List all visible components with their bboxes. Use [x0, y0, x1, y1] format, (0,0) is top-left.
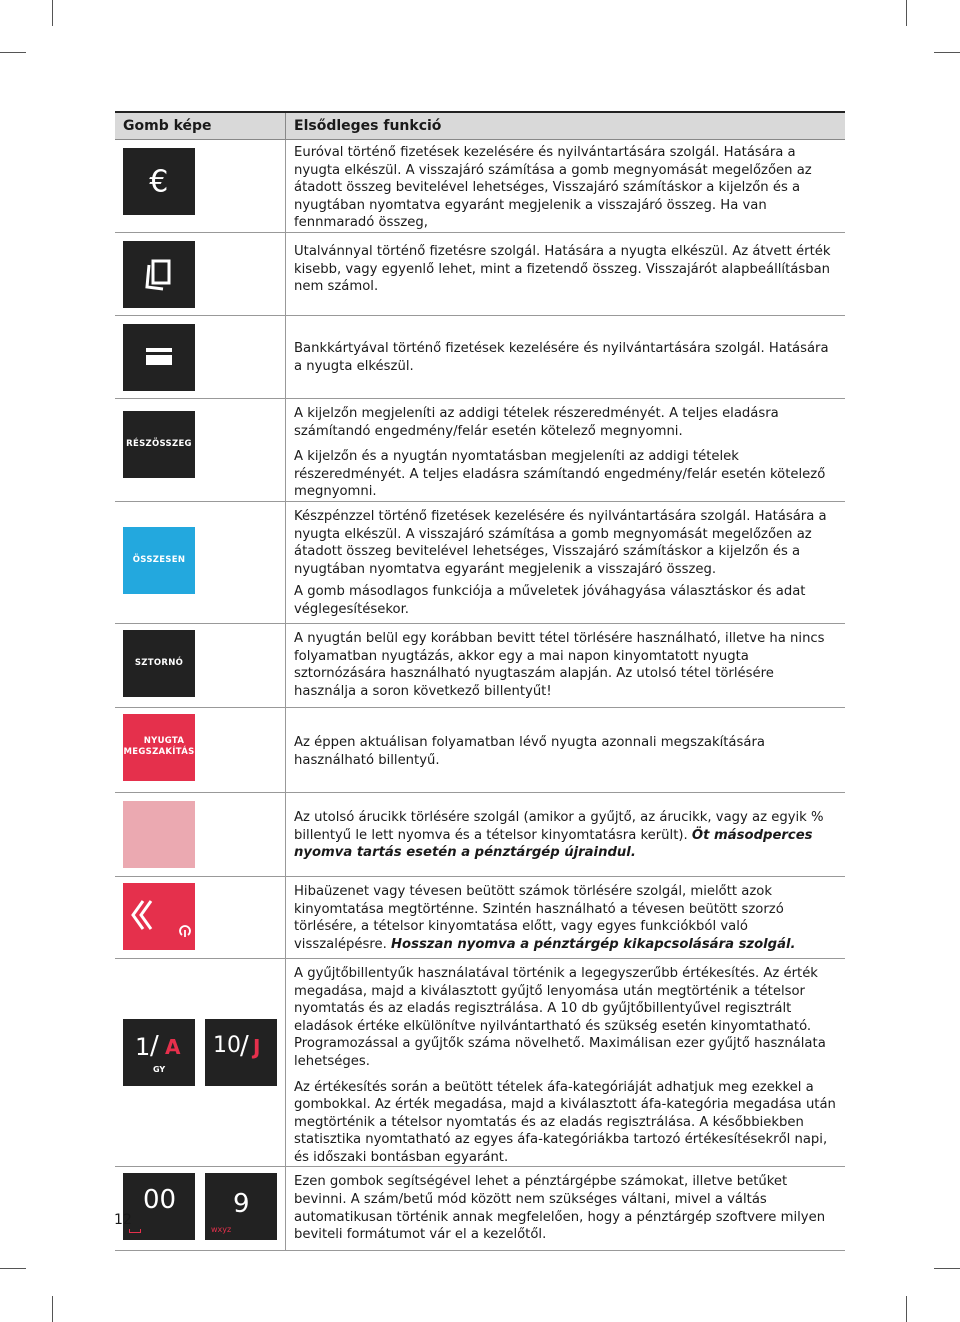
key-slash-glyph: / — [240, 1030, 249, 1061]
key-9-label: 9 — [233, 1189, 250, 1220]
function-description: Az értékesítés során a beütött tételek áfa-kategóriáját adhatjuk meg ezekkel a gombokkal. Az érték megadása, majd a kiválasztott áfa-kategória megadása után megtörténik a tételsor nyomtatás és az eladás regisztrálása. A későbbiekben statisztika nyomtatható az egyes áfa-kategóriákba tartozó értékesítésekről napi, és időszaki bontásban egyaránt. — [294, 1079, 836, 1165]
function-description — [294, 809, 839, 862]
bank-card-button-image — [123, 324, 195, 391]
storno-button-label: SZTORNÓ — [134, 658, 184, 669]
table-row — [115, 707, 845, 792]
function-text-cell — [286, 623, 846, 707]
table-row — [115, 792, 845, 876]
key-00-label: 00 — [143, 1185, 177, 1216]
function-description — [294, 883, 839, 953]
function-text-cell — [286, 792, 846, 876]
function-text-cell — [286, 140, 846, 233]
function-text-cell — [286, 232, 846, 315]
key-1-alt-label: A — [165, 1034, 181, 1059]
function-description: A kijelzőn és a nyugtán nyomtatásban megjeleníti az addigi tételek részeredményét. A teljes eladásra számítandó engedmény/felár esetén kötelező megnyomni. — [294, 449, 826, 500]
function-text-cell — [286, 398, 846, 501]
crop-mark — [0, 52, 26, 53]
table-row — [115, 1167, 845, 1251]
table-row — [115, 876, 845, 958]
table-header-row — [115, 112, 845, 140]
voucher-button-image — [123, 241, 195, 308]
key-slash-glyph: / — [150, 1030, 159, 1061]
key-10-alt-label: J — [253, 1034, 261, 1059]
table-row — [115, 398, 845, 501]
function-description: A gomb másodlagos funkciója a műveletek jóváhagyása választáskor és adat véglegesítésekor. — [294, 584, 806, 617]
department-key-1-image — [123, 1019, 195, 1086]
storno-button-image — [123, 630, 195, 697]
table-row — [115, 623, 845, 707]
function-description: Bankkártyával történő fizetések kezelésére és nyilvántartására szolgál. Hatására a nyugta elkészül. — [294, 340, 829, 374]
card-icon — [123, 324, 195, 391]
numeric-key-9-image — [205, 1173, 277, 1240]
button-image-cell — [115, 876, 286, 958]
crop-mark — [906, 1296, 907, 1322]
button-image-cell — [115, 1167, 286, 1251]
function-text-cell — [286, 1167, 846, 1251]
button-image-cell — [115, 958, 286, 1167]
total-button-image — [123, 527, 195, 594]
button-image-cell — [115, 140, 286, 233]
function-text-cell — [286, 315, 846, 398]
table-row — [115, 315, 845, 398]
power-icon — [123, 883, 195, 950]
department-key-10-image — [205, 1019, 277, 1086]
space-icon — [129, 1229, 141, 1233]
button-image-cell — [115, 707, 286, 792]
crop-mark — [934, 1268, 960, 1269]
crop-mark — [906, 0, 907, 26]
button-image-cell — [115, 501, 286, 623]
button-image-cell — [115, 315, 286, 398]
button-image-cell — [115, 232, 286, 315]
cancel-receipt-label-line1: NYUGTA — [143, 736, 185, 747]
key-1-label: 1 — [135, 1032, 151, 1061]
key-1-sub-label: GY — [153, 1064, 166, 1074]
total-button-label: ÖSSZESEN — [132, 555, 186, 566]
void-last-item-button-image — [123, 801, 195, 868]
function-description: A gyűjtőbillentyűk használatával történik a legegyszerűbb értékesítés. Az érték megadása, majd a kiválasztott gyűjtő lenyomása után megtörténik a tételsor nyomtatás és az eladás regisztrálása. A 10 db gyűjtőbillentyűvel regisztrált eladások értéke elkülönítve nyilvántartható és szükség esetén kinyomtatható. Programozással a gyűjtők száma növelhető. Maximálisan ezer gyűjtő használata lehetséges. — [294, 965, 826, 1069]
function-description: Készpénzzel történő fizetések kezelésére és nyilvántartására szolgál. Hatására a nyugta elkészül. A visszajáró számítása a gomb megnyomását megelőzően az átadott összeg bevitelével lehetséges, Visszajáró számításkor a kijelzőn és a nyugtában nyomtatva egyaránt megjelenik a visszajáró összeg. — [294, 508, 827, 577]
function-description: Euróval történő fizetések kezelésére és nyilvántartására szolgál. Hatására a nyugta elkészül. A visszajáró számítása a gomb megnyomását megelőzően az átadott összeg bevitelével lehetséges, Visszajáró számításkor a kijelzőn és a nyugtában nyomtatva egyaránt megjelenik a visszajáró összeg. Ha van fennmaradó összeg, — [294, 145, 812, 231]
button-function-table — [115, 111, 845, 1251]
crop-mark — [934, 52, 960, 53]
button-image-cell — [115, 398, 286, 501]
function-description: A kijelzőn megjeleníti az addigi tételek részeredményét. A teljes eladásra számítandó engedmény/felár esetén kötelező megnyomni. — [294, 405, 779, 439]
key-9-sub-label: wxyz — [211, 1225, 232, 1235]
table-row — [115, 501, 845, 623]
function-text-cell — [286, 707, 846, 792]
euro-icon: € — [149, 164, 169, 199]
crop-mark — [52, 0, 53, 26]
table-row — [115, 958, 845, 1167]
cancel-receipt-button-label — [123, 736, 195, 758]
key-10-label: 10 — [213, 1032, 241, 1058]
button-image-cell — [115, 792, 286, 876]
table-row — [115, 232, 845, 315]
function-description: A nyugtán belül egy korábban bevitt tétel törlésére használható, illetve ha nincs folyamatban nyugtázás, akkor egy a mai napon kinyomtatott nyugta sztornózására használható nyugtaszám alapján. Az utolsó tétel törlésére használja a soron következő billentyűt! — [294, 630, 825, 699]
function-text-cell — [286, 876, 846, 958]
function-description-text: Hibaüzenet vagy tévesen beütött számok törlésére szolgál, mielőtt azok kinyomtatása megtörténne. Szintén használható a tévesen beütött szorzó törlésére, a tételsor kinyomtatása előtt, vagy egyes funkciókból való visszalépésre. — [294, 883, 784, 952]
column-header-button-image: Gomb képe — [115, 112, 286, 140]
cancel-receipt-label-line2: MEGSZAKÍTÁS — [123, 747, 195, 758]
crop-mark — [0, 1268, 26, 1269]
button-image-cell — [115, 623, 286, 707]
function-description: Az éppen aktuálisan folyamatban lévő nyugta azonnali megszakítására használható billentyű. — [294, 734, 765, 768]
table-row — [115, 140, 845, 233]
subtotal-button-label: RÉSZÖSSZEG — [126, 439, 192, 450]
function-text-cell — [286, 501, 846, 623]
crop-mark — [52, 1296, 53, 1322]
page-number: 12 — [114, 1212, 132, 1228]
column-header-primary-function: Elsődleges funkció — [286, 112, 846, 140]
function-description-emphasis: Öt másodperces nyomva tartás esetén a pénztárgép újraindul. — [294, 827, 813, 861]
subtotal-button-image — [123, 411, 195, 478]
function-description-emphasis: Hosszan nyomva a pénztárgép kikapcsolására szolgál. — [391, 936, 796, 952]
function-text-cell — [286, 958, 846, 1167]
numeric-key-00-image — [123, 1173, 195, 1240]
voucher-icon — [123, 241, 195, 308]
cancel-receipt-button-image — [123, 714, 195, 781]
clear-button-image — [123, 883, 195, 950]
function-description: Ezen gombok segítségével lehet a pénztárgépbe számokat, illetve betűket bevinni. A szám/betű mód között nem szükséges váltani, mivel a váltás automatikusan történik annak megfelelően, hogy a pénztárgép szoftvere milyen beviteli formátumot vár el a kezelőtől. — [294, 1174, 826, 1243]
euro-button-image — [123, 148, 195, 215]
function-description-text: Az utolsó árucikk törlésére szolgál (amikor a gyűjtő, az árucikk, vagy az egyik % billentyű le lett nyomva és a tételsor kinyomtatásra került). — [294, 809, 824, 843]
function-description: Utalvánnyal történő fizetésre szolgál. Hatására a nyugta elkészül. Az átvett érték kisebb, vagy egyenlő lehet, mint a fizetendő összeg. Visszajárót alapbeállításban nem számol. — [294, 243, 831, 295]
